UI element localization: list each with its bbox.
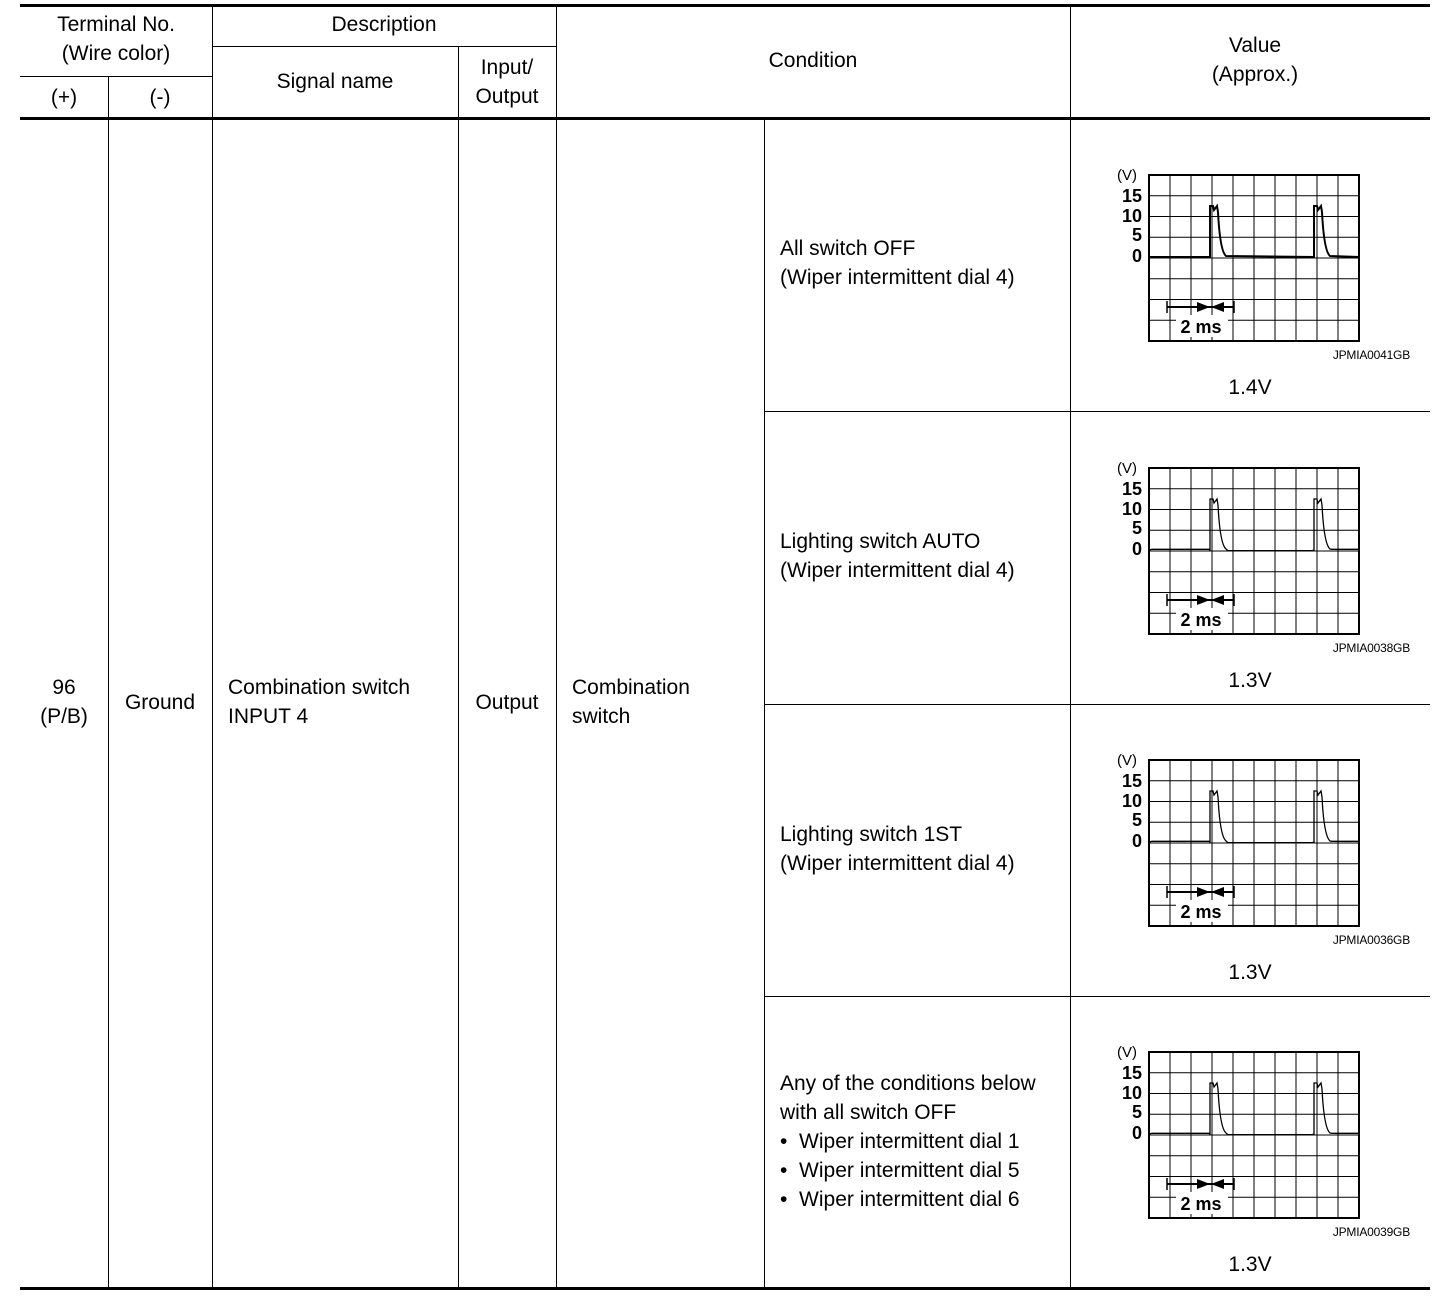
io-cell: Output — [475, 691, 539, 714]
oscilloscope-figure-3 — [1110, 747, 1410, 947]
y-tick-label: 15 — [1121, 1063, 1142, 1083]
oscilloscope-figure-4 — [1110, 1039, 1410, 1239]
header-terminal-no — [20, 10, 212, 68]
oscilloscope-figure-2 — [1110, 455, 1410, 655]
y-tick-label: 15 — [1121, 479, 1142, 499]
y-tick-label: 0 — [1131, 831, 1142, 851]
condition-3-line-2: (Wiper intermittent dial 4) — [780, 852, 1015, 875]
axis-unit-label: (V) — [1117, 1044, 1137, 1061]
value-cell-3: 1.3V — [1228, 961, 1272, 984]
header-terminal-no-label: Terminal No. — [57, 13, 175, 36]
y-tick-label: 10 — [1121, 1083, 1142, 1103]
time-marker-arrow-left — [1211, 595, 1224, 605]
header-divider-terminal — [20, 76, 212, 77]
oscilloscope-waveform-2 — [1110, 455, 1410, 655]
header-condition: Condition — [768, 49, 858, 72]
y-tick-label: 5 — [1131, 225, 1142, 245]
header-bottom-rule — [20, 117, 1430, 120]
subrow-divider-1 — [764, 411, 1430, 412]
condition-cell-4 — [780, 1069, 1065, 1214]
value-cell-2: 1.3V — [1228, 669, 1272, 692]
condition-cell-1 — [780, 234, 1065, 292]
condition-4-bullet-1-text: Wiper intermittent dial 1 — [799, 1130, 1020, 1153]
oscilloscope-waveform-1 — [1110, 162, 1410, 362]
condition-4-line-2: with all switch OFF — [780, 1101, 957, 1124]
figure-id-3: JPMIA0036GB — [1332, 933, 1410, 947]
condition-group-line-2: switch — [572, 705, 631, 728]
header-divider-description — [212, 46, 556, 47]
time-marker-arrow-left — [1211, 302, 1224, 312]
condition-1-line-1: All switch OFF — [780, 237, 916, 260]
condition-3-line-1: Lighting switch 1ST — [780, 823, 963, 846]
col-divider-io-condition — [556, 5, 557, 1288]
axis-unit-label: (V) — [1117, 460, 1137, 477]
header-minus: (-) — [149, 86, 171, 109]
value-cell-1: 1.4V — [1228, 376, 1272, 399]
y-tick-label: 0 — [1131, 1123, 1142, 1143]
y-tick-label: 0 — [1131, 246, 1142, 266]
value-cell-4: 1.3V — [1228, 1253, 1272, 1276]
condition-4-bullet-2-text: Wiper intermittent dial 5 — [799, 1159, 1020, 1182]
header-input-output — [458, 53, 556, 111]
header-plus: (+) — [50, 86, 78, 109]
y-tick-label: 10 — [1121, 206, 1142, 226]
oscilloscope-figure-1 — [1110, 162, 1410, 362]
terminal-plus-cell — [20, 673, 108, 731]
y-tick-label: 5 — [1131, 518, 1142, 538]
oscilloscope-waveform-4 — [1110, 1039, 1410, 1239]
header-description: Description — [331, 13, 437, 36]
figure-id-2: JPMIA0038GB — [1332, 641, 1410, 655]
condition-2-line-1: Lighting switch AUTO — [780, 530, 981, 553]
condition-4-bullet-3-text: Wiper intermittent dial 6 — [799, 1188, 1020, 1211]
time-marker-arrow-right — [1197, 887, 1210, 897]
time-marker-arrow-left — [1211, 887, 1224, 897]
condition-2-line-2: (Wiper intermittent dial 4) — [780, 559, 1015, 582]
y-tick-label: 10 — [1121, 791, 1142, 811]
axis-unit-label: (V) — [1117, 752, 1137, 769]
condition-group-line-1: Combination — [572, 676, 690, 699]
signal-name-line-2: INPUT 4 — [228, 705, 309, 728]
wire-color: (P/B) — [40, 705, 88, 728]
table-top-rule — [20, 4, 1430, 7]
header-input-label: Input/ — [480, 56, 534, 79]
table-bottom-rule — [20, 1287, 1430, 1290]
time-scale-label: 2 ms — [1180, 1194, 1222, 1214]
condition-4-bullet-2: • Wiper intermittent dial 5 — [780, 1159, 1020, 1182]
condition-group-cell — [572, 673, 762, 731]
condition-1-line-2: (Wiper intermittent dial 4) — [780, 266, 1015, 289]
terminal-minus-cell: Ground — [124, 691, 196, 714]
y-tick-label: 5 — [1131, 810, 1142, 830]
col-divider-terminal-desc — [212, 5, 213, 1288]
header-wire-color-label: (Wire color) — [61, 42, 171, 65]
time-marker-arrow-right — [1197, 1179, 1210, 1189]
time-scale-label: 2 ms — [1180, 902, 1222, 922]
col-divider-condition-sub — [764, 118, 765, 1288]
header-value-label: Value — [1228, 34, 1282, 57]
col-divider-condition-value — [1070, 5, 1071, 1288]
subrow-divider-2 — [764, 704, 1430, 705]
axis-unit-label: (V) — [1117, 167, 1137, 184]
col-divider-signal-io — [458, 46, 459, 1288]
subrow-divider-3 — [764, 996, 1430, 997]
time-scale-label: 2 ms — [1180, 317, 1222, 337]
signal-name-line-1: Combination switch — [228, 676, 411, 699]
figure-id-4: JPMIA0039GB — [1332, 1225, 1410, 1239]
time-marker-arrow-right — [1197, 302, 1210, 312]
col-divider-plus-minus — [108, 76, 109, 1288]
terminal-number: 96 — [52, 676, 76, 699]
oscilloscope-waveform-3 — [1110, 747, 1410, 947]
y-tick-label: 15 — [1121, 771, 1142, 791]
y-tick-label: 5 — [1131, 1102, 1142, 1122]
header-signal-name: Signal name — [276, 70, 394, 93]
condition-cell-3 — [780, 820, 1065, 878]
condition-cell-2 — [780, 527, 1065, 585]
y-tick-label: 0 — [1131, 539, 1142, 559]
condition-4-bullet-1: • Wiper intermittent dial 1 — [780, 1130, 1020, 1153]
header-output-label: Output — [475, 85, 539, 108]
time-marker-arrow-right — [1197, 595, 1210, 605]
figure-id-1: JPMIA0041GB — [1332, 348, 1410, 362]
header-approx-label: (Approx.) — [1211, 63, 1299, 86]
condition-4-bullet-3: • Wiper intermittent dial 6 — [780, 1188, 1020, 1211]
time-marker-arrow-left — [1211, 1179, 1224, 1189]
signal-name-cell — [228, 673, 453, 731]
condition-4-line-1: Any of the conditions below — [780, 1072, 1036, 1095]
y-tick-label: 15 — [1121, 186, 1142, 206]
header-value — [1070, 31, 1440, 89]
y-tick-label: 10 — [1121, 499, 1142, 519]
time-scale-label: 2 ms — [1180, 610, 1222, 630]
